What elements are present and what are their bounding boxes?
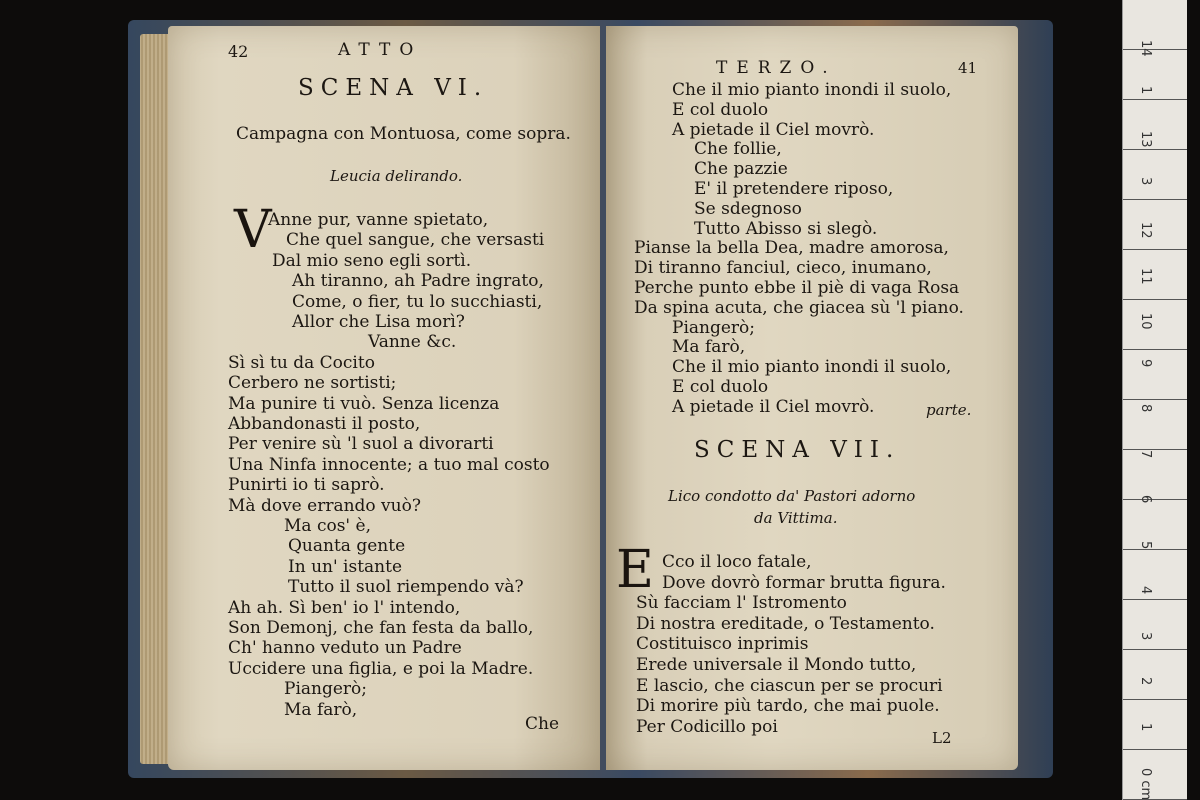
verse-line: E lascio, che ciascun per se procuri <box>636 675 943 696</box>
right-page-number: 41 <box>958 59 978 77</box>
ruler-label: 3 <box>1138 176 1153 185</box>
verse-line: Sù facciam l' Istromento <box>636 593 847 614</box>
verse-line: E col duolo <box>672 377 769 397</box>
left-character: Leucia delirando. <box>330 167 463 185</box>
verse-line: Se sdegnoso <box>694 198 802 219</box>
verse-line: Dal mio seno egli sortì. <box>272 250 472 271</box>
verse-line: Una Ninfa innocente; a tuo mal costo <box>228 454 550 475</box>
right-scene-title: SCENA VII. <box>694 437 901 463</box>
verse-line: Cerbero ne sortisti; <box>228 373 397 394</box>
ruler-label: 8 <box>1138 404 1153 413</box>
verse-line: Piangerò; <box>672 317 755 338</box>
verse-line: Erede universale il Mondo tutto, <box>636 655 917 675</box>
verse-line: Piangerò; <box>284 679 367 700</box>
verse-line: E' il pretendere riposo, <box>694 179 894 199</box>
verse-line: Quanta gente <box>288 536 406 557</box>
verse-line: Cco il loco fatale, <box>662 552 812 572</box>
verse-line: Abbandonasti il posto, <box>228 414 421 434</box>
left-scene-title: SCENA VI. <box>298 75 489 101</box>
left-page <box>168 26 600 770</box>
ruler-label: 0 cm <box>1138 768 1153 800</box>
verse-line: A pietade il Ciel movrò. <box>672 119 875 140</box>
verse-line: Come, o fier, tu lo succhiasti, <box>292 291 543 312</box>
verse-line: Ah ah. Sì ben' io l' intendo, <box>228 597 461 618</box>
stage-direction-2: da Vittima. <box>754 509 838 527</box>
verse-line: Che il mio pianto inondi il suolo, <box>672 80 952 100</box>
verse-line: Da spina acuta, che giacea sù 'l piano. <box>634 297 964 318</box>
verse-line: Costituisco inprimis <box>636 634 809 655</box>
left-catchword: Che <box>525 714 560 734</box>
verse-line: Tutto il suol riempendo và? <box>288 577 524 598</box>
ruler-label: 12 <box>1138 222 1153 239</box>
verse-line: Che quel sangue, che versasti <box>286 230 545 251</box>
verse-line: Che follie, <box>694 139 782 160</box>
ruler-label: 1 <box>1138 722 1153 731</box>
verse-line: Punirti io ti saprò. <box>228 475 385 496</box>
verse-line: Anne pur, vanne spietato, <box>268 210 489 230</box>
verse-line: Di tiranno fanciul, cieco, inumano, <box>634 258 932 279</box>
verse-line: Che il mio pianto inondi il suolo, <box>672 357 952 378</box>
book <box>128 20 1053 778</box>
ruler-label: 4 <box>1138 586 1153 595</box>
verse-line: Di morire più tardo, che mai puole. <box>636 696 940 717</box>
ruler-label: 11 <box>1138 267 1153 285</box>
verse-line: Ah tiranno, ah Padre ingrato, <box>292 271 544 292</box>
exit-note: parte. <box>926 401 972 419</box>
verse-line: A pietade il Ciel movrò. <box>672 396 875 417</box>
left-page-number: 42 <box>228 42 249 61</box>
ruler-label: 10 <box>1138 313 1153 330</box>
ruler-label: 5 <box>1138 540 1153 549</box>
verse-line: Che pazzie <box>694 159 788 180</box>
signature-mark: L2 <box>932 729 952 747</box>
verse-line: Ma cos' è, <box>284 516 371 536</box>
verse-line: Per venire sù 'l suol a divorarti <box>228 434 494 455</box>
right-dropcap: E <box>616 540 654 600</box>
stage-direction-1: Lico condotto da' Pastori adorno <box>668 487 916 505</box>
verse-line: Di nostra ereditade, o Testamento. <box>636 613 935 634</box>
verse-line: Allor che Lisa morì? <box>292 312 465 332</box>
verse-line: Mà dove errando vuò? <box>228 495 421 516</box>
verse-line: Dove dovrò formar brutta figura. <box>662 572 946 593</box>
left-running-header: ATTO <box>338 40 423 60</box>
right-running-header: TERZO. <box>716 58 837 78</box>
ruler-label: 14 <box>1138 40 1153 57</box>
verse-line: Ch' hanno veduto un Padre <box>228 638 462 659</box>
ruler-label: 7 <box>1138 449 1153 458</box>
verse-line: Ma punire ti vuò. Senza licenza <box>228 393 500 414</box>
verse-line: Ma farò, <box>672 337 746 358</box>
measurement-ruler <box>1122 0 1187 800</box>
verse-line: Perche punto ebbe il piè di vaga Rosa <box>634 278 960 298</box>
verse-line: Sì sì tu da Cocito <box>228 352 375 373</box>
left-dropcap: V <box>234 200 272 260</box>
ruler-label: 9 <box>1138 358 1153 367</box>
ruler-label: 13 <box>1138 131 1153 148</box>
verse-line: Ma farò, <box>284 699 358 720</box>
verse-line: Tutto Abisso si slegò. <box>694 218 878 239</box>
verse-line: Vanne &c. <box>368 332 457 353</box>
verse-line: Per Codicillo poi <box>636 716 778 737</box>
verse-line: Uccidere una figlia, e poi la Madre. <box>228 658 534 679</box>
ruler-label: 1 <box>1138 85 1153 94</box>
left-setting: Campagna con Montuosa, come sopra. <box>236 124 571 144</box>
ruler-label: 2 <box>1138 677 1153 686</box>
verse-line: Pianse la bella Dea, madre amorosa, <box>634 238 949 259</box>
right-page <box>606 26 1018 770</box>
verse-line: Son Demonj, che fan festa da ballo, <box>228 618 534 638</box>
verse-line: In un' istante <box>288 556 403 577</box>
ruler-label: 6 <box>1138 495 1153 504</box>
verse-line: E col duolo <box>672 99 769 120</box>
ruler-label: 3 <box>1138 631 1153 640</box>
